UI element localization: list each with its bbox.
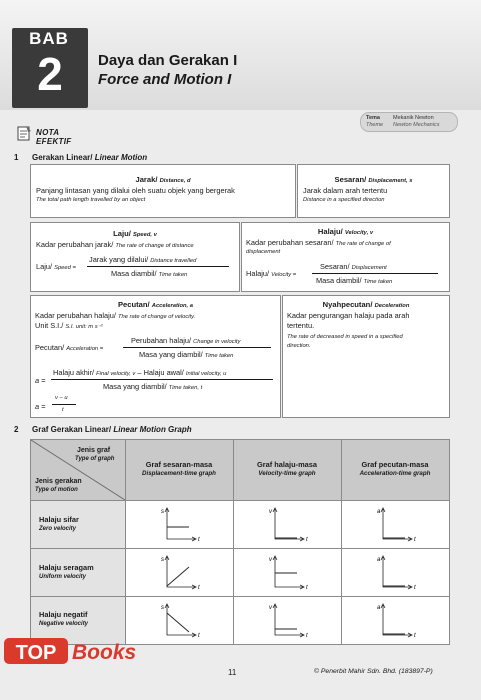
- topbooks-watermark-logo: [4, 636, 194, 666]
- graph-y-label: s: [161, 509, 164, 515]
- grid-line: [31, 500, 449, 501]
- grid-line: [125, 440, 126, 644]
- column-header-displacement: [125, 440, 233, 500]
- a2-fraction-bar: [52, 404, 76, 405]
- column-header-label: Graf halaju-masa: [257, 460, 317, 469]
- displacement-heading-en: Displacement, s: [368, 178, 413, 184]
- zero-velocity-displacement-graph: [157, 505, 200, 543]
- graph-x-label: t: [414, 585, 416, 591]
- graph-axes: [383, 509, 411, 539]
- acceleration-unit-en: S.I. unit: m s⁻²: [65, 324, 103, 330]
- column-header-label-en: Velocity-time graph: [258, 470, 316, 477]
- speed-num-ms: Jarak yang dilalui/: [89, 255, 149, 264]
- corner-motion-type-en: Type of motion: [35, 487, 78, 493]
- section-2-title-en: Linear Motion Graph: [113, 425, 192, 434]
- velocity-definition-ms: Kadar perubahan sesaran/: [246, 238, 334, 247]
- acceleration-heading-ms: Pecutan/: [117, 300, 150, 309]
- acceleration-a-denominator: [103, 382, 202, 393]
- distance-heading-en: Distance, d: [159, 178, 191, 184]
- deceleration-box: [282, 295, 450, 418]
- acceleration-unit-ms: Unit S.I./: [35, 321, 64, 330]
- uniform-velocity-velocity-graph: [265, 553, 308, 591]
- row-label-zero-velocity-en: Zero velocity: [39, 526, 77, 532]
- section-1-number: 1: [14, 153, 19, 162]
- zero-velocity-acceleration-graph: [373, 505, 416, 543]
- velocity-heading-en: Velocity, v: [344, 230, 374, 236]
- deceleration-text-en-1: The rate of decreased in speed in a specified: [287, 334, 403, 340]
- theme-value-english: Newton Mechanics: [393, 122, 440, 128]
- speed-box: [30, 222, 240, 292]
- graph-x-label: t: [198, 585, 200, 591]
- theme-value: Mekanik Newton: [393, 115, 434, 121]
- publisher-credit: © Penerbit Mahir Sdn. Bhd. (183897-P): [314, 668, 433, 675]
- page-number: 11: [228, 668, 237, 677]
- graph-axes: [383, 557, 411, 587]
- graph-x-label: t: [198, 633, 200, 639]
- corner-motion-type: Jenis gerakan: [35, 478, 82, 485]
- acceleration-definition-en: The rate of change of velocity.: [118, 314, 196, 320]
- notes-icon: [16, 125, 32, 141]
- graph-axes: [167, 605, 195, 635]
- svg-text:TOP: TOP: [15, 642, 57, 664]
- graph-x-label: t: [414, 633, 416, 639]
- displacement-heading-ms: Sesaran/: [334, 175, 367, 184]
- deceleration-heading: [283, 300, 449, 311]
- acceleration-a2-numerator: v – u: [55, 395, 68, 401]
- acceleration-a2-denominator: t: [62, 407, 64, 413]
- section-1-title: [32, 153, 147, 162]
- acceleration-denominator: [139, 350, 233, 361]
- a-den-en: Time taken, t: [168, 385, 203, 391]
- effective-notes-tag: [16, 125, 96, 146]
- acceleration-a-lhs: a =: [35, 376, 46, 385]
- deceleration-text-en-2: direction.: [287, 343, 311, 349]
- graph-y-label: a: [377, 509, 381, 515]
- negative-velocity-velocity-graph: [265, 601, 308, 639]
- graph-y-label: s: [161, 557, 164, 563]
- zero-velocity-velocity-graph: [265, 505, 308, 543]
- theme-label-english: Theme: [366, 122, 384, 128]
- graph-axes: [275, 509, 303, 539]
- graph-axes: [167, 509, 195, 539]
- row-label-uniform-velocity-en: Uniform velocity: [39, 574, 87, 580]
- column-header-label: Graf sesaran-masa: [145, 460, 213, 469]
- motion-graph-table: [30, 439, 450, 645]
- speed-heading-en: Speed, v: [133, 232, 157, 238]
- velocity-lhs-en: Velocity =: [271, 272, 297, 278]
- effective-notes-label: NOTA EFEKTIF: [36, 128, 72, 146]
- row-label-negative-velocity: Halaju negatif: [39, 610, 88, 619]
- speed-denominator: [111, 269, 187, 280]
- velocity-definition-en: The rate of change of: [335, 241, 391, 247]
- row-label-zero-velocity: Halaju sifar: [39, 515, 79, 524]
- displacement-definition-en: Distance in a specified direction: [303, 197, 385, 203]
- acceleration-num-ms: Perubahan halaju/: [131, 336, 191, 345]
- svg-text:Books: Books: [72, 641, 137, 664]
- graph-axes: [275, 605, 303, 635]
- velocity-box: [241, 222, 450, 292]
- acceleration-a2-lhs: a =: [35, 402, 46, 411]
- chapter-label: BAB: [29, 29, 69, 48]
- velocity-definition-en-2: displacement: [246, 249, 281, 255]
- section-2-number: 2: [14, 425, 19, 434]
- grid-line: [233, 440, 234, 644]
- distance-heading-ms: Jarak/: [135, 175, 158, 184]
- acceleration-definition-ms: Kadar perubahan halaju/: [35, 311, 116, 320]
- column-header-label-en: Displacement-time graph: [142, 470, 216, 477]
- speed-definition: [36, 240, 194, 251]
- velocity-denominator: [316, 276, 392, 287]
- velocity-den-en: Time taken: [363, 279, 393, 285]
- acceleration-den-ms: Masa yang diambil/: [139, 350, 203, 359]
- section-1-title-ms: Gerakan Linear/: [32, 153, 93, 162]
- corner-graph-type: Jenis graf: [77, 447, 111, 454]
- column-header-label-en: Acceleration-time graph: [359, 470, 431, 477]
- speed-heading: [31, 229, 239, 240]
- column-header-label: Graf pecutan-masa: [361, 460, 429, 469]
- speed-fraction-bar: [87, 266, 229, 267]
- graph-y-label: v: [269, 509, 272, 515]
- acceleration-num-en: Change in velocity: [193, 339, 241, 345]
- chapter-title: Daya dan Gerakan I: [98, 52, 238, 69]
- acceleration-numerator: [131, 336, 240, 347]
- theme-label: Tema: [366, 115, 380, 121]
- a-num-mid: – Halaju awal/: [137, 368, 184, 377]
- acceleration-den-en: Time taken: [204, 353, 234, 359]
- uniform-velocity-acceleration-graph: [373, 553, 416, 591]
- speed-den-ms: Masa diambil/: [111, 269, 157, 278]
- displacement-box: [297, 164, 450, 218]
- distance-heading: [31, 175, 295, 186]
- velocity-heading-ms: Halaju/: [317, 227, 343, 236]
- displacement-heading: [298, 175, 449, 186]
- a-num-ms: Halaju akhir/: [53, 368, 95, 377]
- section-2-title: [32, 425, 192, 434]
- uniform-velocity-displacement-graph: [157, 553, 200, 591]
- speed-lhs-en: Speed =: [54, 265, 76, 271]
- graph-axes: [383, 605, 411, 635]
- row-label-negative-velocity-en: Negative velocity: [39, 621, 89, 627]
- column-header-velocity: [233, 440, 341, 500]
- corner-graph-type-en: Type of graph: [75, 456, 115, 462]
- grid-line: [31, 548, 449, 549]
- speed-formula-lhs: [36, 262, 76, 273]
- distance-box: [30, 164, 296, 218]
- speed-definition-en: The rate of change of distance: [115, 243, 194, 249]
- velocity-fraction-bar: [312, 273, 438, 274]
- graph-x-label: t: [198, 537, 200, 543]
- row-label-uniform-velocity: Halaju seragam: [39, 563, 94, 572]
- theme-badge: [360, 112, 458, 132]
- section-1-title-en: Linear Motion: [94, 153, 148, 162]
- acceleration-unit: [35, 321, 103, 332]
- deceleration-heading-ms: Nyahpecutan/: [322, 300, 373, 309]
- velocity-heading: [242, 227, 449, 238]
- acceleration-lhs-en: Acceleration =: [66, 346, 104, 352]
- acceleration-a-numerator: [53, 368, 226, 379]
- acceleration-heading: [31, 300, 280, 311]
- velocity-num-en: Displacement: [351, 265, 387, 271]
- acceleration-formula-lhs: [35, 343, 103, 354]
- graph-y-label: a: [377, 605, 381, 611]
- chapter-title-english: Force and Motion I: [98, 71, 232, 88]
- column-header-acceleration: [341, 440, 449, 500]
- chapter-number: 2: [37, 48, 63, 100]
- a-fraction-bar: [51, 379, 273, 380]
- acceleration-fraction-bar: [123, 347, 271, 348]
- a-den-ms: Masa yang diambil/: [103, 382, 167, 391]
- velocity-num-ms: Sesaran/: [320, 262, 350, 271]
- deceleration-text-1: Kadar pengurangan halaju pada arah: [287, 311, 410, 320]
- speed-numerator: [89, 255, 196, 266]
- graph-line: [167, 567, 189, 586]
- acceleration-heading-en: Acceleration, a: [151, 303, 194, 309]
- a-num-en: Final velocity, v: [96, 371, 136, 377]
- graph-y-label: s: [161, 605, 164, 611]
- graph-x-label: t: [306, 585, 308, 591]
- negative-velocity-acceleration-graph: [373, 601, 416, 639]
- distance-definition-en: The total path length travelled by an object: [36, 197, 146, 203]
- graph-y-label: v: [269, 557, 272, 563]
- velocity-numerator: [320, 262, 387, 273]
- deceleration-text-2: tertentu.: [287, 321, 315, 330]
- graph-x-label: t: [306, 537, 308, 543]
- acceleration-box: [30, 295, 281, 418]
- distance-definition: Panjang lintasan yang dilalui oleh suatu objek yang bergerak: [36, 186, 235, 195]
- displacement-definition: Jarak dalam arah tertentu: [303, 186, 388, 195]
- speed-lhs-ms: Laju/: [36, 262, 53, 271]
- grid-line: [341, 440, 342, 644]
- graph-x-label: t: [306, 633, 308, 639]
- speed-heading-ms: Laju/: [113, 229, 131, 238]
- speed-definition-ms: Kadar perubahan jarak/: [36, 240, 114, 249]
- velocity-den-ms: Masa diambil/: [316, 276, 362, 285]
- a-num-en2: Initial velocity, u: [185, 371, 227, 377]
- graph-line: [167, 613, 189, 632]
- graph-axes: [275, 557, 303, 587]
- speed-den-en: Time taken: [158, 272, 188, 278]
- acceleration-lhs-ms: Pecutan/: [35, 343, 65, 352]
- velocity-lhs-ms: Halaju/: [246, 269, 270, 278]
- speed-num-en: Distance travelled: [150, 258, 197, 264]
- grid-line: [31, 596, 449, 597]
- section-2-title-ms: Graf Gerakan Linear/: [32, 425, 112, 434]
- graph-y-label: v: [269, 605, 272, 611]
- negative-velocity-displacement-graph: [157, 601, 200, 639]
- deceleration-heading-en: Deceleration: [374, 303, 410, 309]
- graph-y-label: a: [377, 557, 381, 563]
- graph-x-label: t: [414, 537, 416, 543]
- velocity-formula-lhs: [246, 269, 296, 280]
